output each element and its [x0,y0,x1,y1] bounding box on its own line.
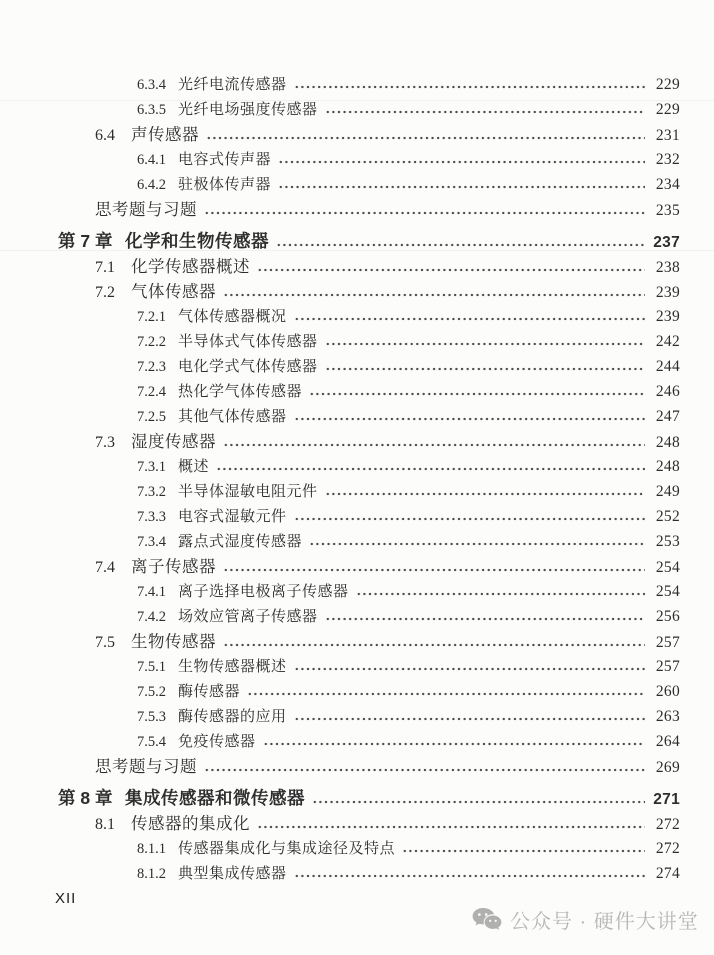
dot-leader [294,317,645,321]
entry-page-number: 231 [655,127,680,144]
entry-number: 8.1.1 [137,841,166,857]
entry-number: 7.3.4 [137,534,166,550]
watermark [472,905,699,934]
entry-title: 气体传感器 [131,282,216,301]
dot-leader [312,800,645,804]
toc-row [58,704,680,729]
toc-row [58,404,680,429]
entry-number: 7.3.1 [137,459,166,475]
entry-page-number: 247 [655,408,680,425]
dot-leader [223,568,645,572]
entry-number: 7.5.2 [137,684,166,700]
entry-title: 湿度传感器 [131,432,216,451]
entry-number: 7.3 [95,434,115,451]
entry-title: 电容式传声器 [178,152,272,168]
dot-leader [278,160,645,164]
dot-leader [309,542,645,546]
entry-number: 7.5.4 [137,734,166,750]
toc-row [58,679,680,704]
entry-number: 第 8 章 [58,788,113,808]
toc-row [58,122,680,147]
entry-page-number: 248 [655,434,680,451]
entry-title: 热化学气体传感器 [178,384,303,400]
entry-page-number: 248 [655,458,680,475]
entry-page-number: 239 [655,308,680,325]
entry-number: 7.5.1 [137,659,166,675]
dot-leader [263,742,645,746]
entry-page-number: 246 [655,383,680,400]
entry-title: 电化学式气体传感器 [178,359,318,375]
entry-title: 酶传感器 [178,684,241,700]
entry-number: 7.4.1 [137,584,166,600]
entry-title: 离子选择电极离子传感器 [178,584,349,600]
toc-row [58,279,680,304]
dot-leader [247,692,645,696]
entry-page-number: 253 [655,533,680,550]
toc-row [58,786,680,811]
entry-page-number: 256 [655,608,680,625]
entry-number: 6.4.2 [137,177,166,193]
entry-page-number: 242 [655,333,680,350]
toc-row [58,654,680,679]
entry-number: 6.3.5 [137,102,166,118]
dot-leader [325,617,645,621]
entry-number: 7.4 [95,559,115,576]
dot-leader [294,85,645,89]
entry-title: 思考题与习题 [95,200,197,219]
toc-row [58,729,680,754]
dot-leader [325,110,645,114]
entry-title: 免疫传感器 [178,734,256,750]
entry-page-number: 232 [655,151,680,168]
dot-leader [216,467,645,471]
entry-page-number: 234 [655,176,680,193]
dot-leader [223,293,645,297]
toc-row [58,861,680,886]
dot-leader [294,874,645,878]
dot-leader [325,492,645,496]
toc-row [58,479,680,504]
entry-number: 7.3.3 [137,509,166,525]
entry-number: 6.4.1 [137,152,166,168]
dot-leader [309,392,645,396]
entry-number: 8.1.2 [137,866,166,882]
dot-leader [402,849,645,853]
entry-title: 驻极体传声器 [178,177,272,193]
entry-number: 6.4 [95,127,115,144]
toc-row [58,604,680,629]
toc-row [58,629,680,654]
toc-row [58,72,680,97]
dot-leader [356,592,645,596]
toc-row [58,254,680,279]
entry-title: 光纤电场强度传感器 [178,102,318,118]
toc-row [58,147,680,172]
wechat-icon [472,907,502,933]
dot-leader [294,667,645,671]
toc-row [58,379,680,404]
toc-row [58,354,680,379]
entry-title: 传感器的集成化 [131,814,250,833]
entry-number: 7.5 [95,634,115,651]
dot-leader [257,268,645,272]
entry-page-number: 257 [655,658,680,675]
entry-title: 半导体式气体传感器 [178,334,318,350]
toc-row [58,197,680,222]
entry-title: 其他气体传感器 [178,409,287,425]
dot-leader [294,417,645,421]
entry-page-number: 238 [655,259,680,276]
entry-title: 思考题与习题 [95,757,197,776]
entry-title: 生物传感器 [131,632,216,651]
entry-page-number: 239 [655,284,680,301]
entry-title: 生物传感器概述 [178,659,287,675]
toc-row [58,811,680,836]
entry-title: 化学和生物传感器 [125,231,269,251]
watermark-text: 公众号 · 硬件大讲堂 [510,911,699,933]
entry-number: 7.2.5 [137,409,166,425]
toc-row [58,504,680,529]
dot-leader [204,768,645,772]
entry-page-number: 237 [653,234,680,251]
page-folio: XII [55,890,77,907]
dot-leader [223,643,645,647]
entry-number: 7.2.3 [137,359,166,375]
entry-page-number: 254 [655,583,680,600]
entry-title: 化学传感器概述 [131,257,250,276]
dot-leader [294,517,645,521]
toc-row [58,229,680,254]
entry-number: 7.5.3 [137,709,166,725]
dot-leader [257,825,645,829]
entry-number: 6.3.4 [137,77,166,93]
entry-title: 电容式湿敏元件 [178,509,287,525]
dot-leader [276,243,645,247]
entry-page-number: 244 [655,358,680,375]
entry-title: 半导体湿敏电阻元件 [178,484,318,500]
entry-title: 典型集成传感器 [178,866,287,882]
entry-title: 离子传感器 [131,557,216,576]
entry-title: 光纤电流传感器 [178,77,287,93]
entry-number: 7.2 [95,284,115,301]
entry-page-number: 229 [655,76,680,93]
toc-row [58,97,680,122]
toc-row [58,754,680,779]
entry-number: 7.1 [95,259,115,276]
dot-leader [278,185,645,189]
entry-number: 第 7 章 [58,231,113,251]
entry-page-number: 249 [655,483,680,500]
entry-number: 7.3.2 [137,484,166,500]
entry-number: 7.2.2 [137,334,166,350]
entry-page-number: 235 [655,202,680,219]
entry-number: 7.2.4 [137,384,166,400]
toc-row [58,429,680,454]
entry-title: 气体传感器概况 [178,309,287,325]
toc-row [58,172,680,197]
dot-leader [325,342,645,346]
dot-leader [325,367,645,371]
toc-row [58,454,680,479]
entry-number: 7.4.2 [137,609,166,625]
entry-title: 声传感器 [131,125,199,144]
toc-row [58,529,680,554]
entry-page-number: 260 [655,683,680,700]
dot-leader [294,717,645,721]
toc-row [58,554,680,579]
entry-page-number: 263 [655,708,680,725]
entry-page-number: 269 [655,759,680,776]
entry-page-number: 271 [653,791,680,808]
dot-leader [204,211,645,215]
entry-page-number: 264 [655,733,680,750]
entry-page-number: 229 [655,101,680,118]
dot-leader [223,443,645,447]
toc-row [58,579,680,604]
entry-title: 概述 [178,459,210,475]
toc-row [58,329,680,354]
entry-page-number: 272 [655,840,680,857]
entry-title: 集成传感器和微传感器 [125,788,305,808]
toc-row [58,836,680,861]
entry-page-number: 274 [655,865,680,882]
dot-leader [206,136,645,140]
entry-page-number: 272 [655,816,680,833]
table-of-contents [58,72,680,886]
entry-title: 露点式湿度传感器 [178,534,303,550]
entry-page-number: 252 [655,508,680,525]
entry-title: 酶传感器的应用 [178,709,287,725]
toc-row [58,304,680,329]
entry-page-number: 254 [655,559,680,576]
entry-number: 8.1 [95,816,115,833]
entry-number: 7.2.1 [137,309,166,325]
entry-title: 传感器集成化与集成途径及特点 [178,841,396,857]
entry-title: 场效应管离子传感器 [178,609,318,625]
entry-page-number: 257 [655,634,680,651]
